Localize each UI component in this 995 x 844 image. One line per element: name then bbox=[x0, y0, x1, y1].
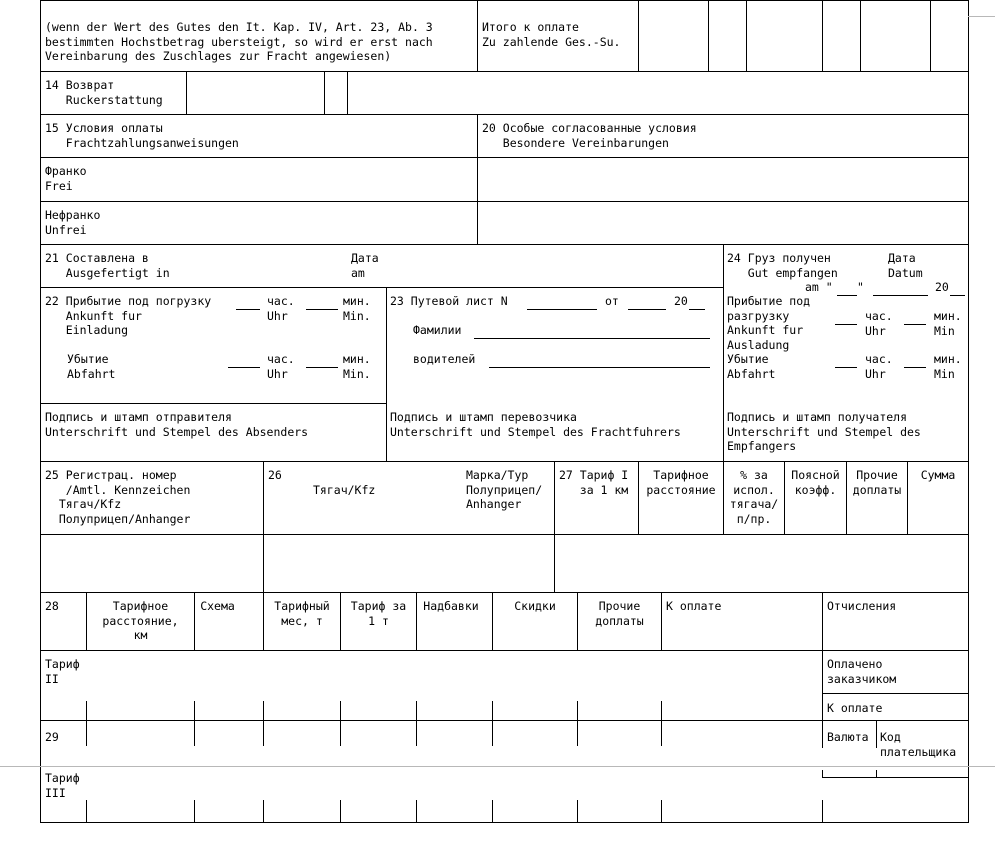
waybill-from: от bbox=[605, 294, 619, 308]
unloading-arrival-label: Прибытие под разгрузку Ankunft fur Ausladung bbox=[727, 294, 811, 352]
unloading-arrival-hour: час. Uhr bbox=[865, 309, 893, 338]
sum-label: Сумма bbox=[920, 468, 956, 482]
special-agreements-label: 20 Особые согласованные условия Besondere Vereinbarungen bbox=[482, 121, 697, 150]
tariff-2-label: Тариф II bbox=[45, 657, 80, 686]
tractor-label: Тягач/Kfz bbox=[313, 483, 376, 497]
received-am: am " bbox=[805, 280, 833, 294]
loading-departure-min: мин. Min. bbox=[343, 352, 371, 381]
section-28-number: 28 bbox=[45, 599, 59, 613]
payment-terms-label: 15 Условия оплаты Frachtzahlungsanweisungen bbox=[45, 121, 239, 150]
section-26-number: 26 bbox=[268, 468, 282, 482]
section-29-number: 29 bbox=[45, 730, 59, 744]
col-tariff-per-ton: Тариф за 1 т bbox=[350, 599, 407, 628]
received-date-label: Дата Datum bbox=[888, 251, 923, 280]
received-quote: " bbox=[857, 280, 864, 294]
loading-departure-label: Убытие Abfahrt bbox=[67, 352, 116, 381]
to-pay-2-label: К оплате bbox=[827, 701, 883, 715]
received-year: 20 bbox=[935, 280, 949, 294]
issued-in-label: 21 Составлена в Ausgefertigt in bbox=[45, 251, 170, 280]
value-limit-note: (wenn der Wert des Gutes den It. Kap. IV, Art. 23, Ab. 3 bestimmten Hochstbetrag ubersteigt, so wird er erst nach Vereinbarung des Zuschlages zur Fracht angewiesen) bbox=[45, 20, 433, 64]
loading-departure-hour: час. Uhr bbox=[267, 352, 295, 381]
waybill-year: 20 bbox=[674, 294, 688, 308]
loading-arrival-min: мин. Min. bbox=[343, 294, 371, 323]
col-surcharges: Надбавки bbox=[423, 599, 479, 613]
brand-type-label: Марка/Тур Полуприцеп/ Anhanger bbox=[466, 468, 543, 512]
col-scheme: Схема bbox=[200, 599, 235, 613]
issued-date-label: Дата am bbox=[351, 251, 379, 280]
carrier-signature-label: Подпись и штамп перевозчика Unterschrift und Stempel des Frachtfuhrers bbox=[390, 410, 681, 439]
unloading-arrival-min: мин. Min bbox=[934, 309, 962, 338]
loading-arrival-label: 22 Прибытие под погрузку Ankunft fur Einladung bbox=[45, 294, 212, 338]
driver-surnames-label: Фамилии bbox=[413, 323, 462, 337]
unloading-departure-min: мин. Min bbox=[934, 352, 962, 381]
paid-by-customer-label: Оплачено заказчиком bbox=[827, 657, 897, 686]
other-surcharges-label: Прочие доплаты bbox=[852, 468, 902, 497]
registration-label: 25 Регистрац. номер /Amtl. Kennzeichen Тягач/Kfz Полуприцеп/Anhanger bbox=[45, 468, 191, 526]
col-tariff-distance: Тарифное расстояние, км bbox=[102, 599, 179, 643]
total-due-label: Итого к оплате Zu zahlende Ges.-Su. bbox=[482, 20, 621, 49]
col-to-pay: К оплате bbox=[666, 599, 722, 613]
receiver-signature-label: Подпись и штамп получателя Unterschrift und Stempel des Empfangers bbox=[727, 410, 921, 454]
sender-signature-label: Подпись и штамп отправителя Unterschrift und Stempel des Absenders bbox=[45, 410, 309, 439]
franco-label: Франко Frei bbox=[45, 164, 87, 193]
nonfranco-label: Нефранко Unfrei bbox=[45, 208, 101, 237]
waybill-label: 23 Путевой лист N bbox=[390, 294, 508, 308]
col-other-surcharges: Прочие доплаты bbox=[595, 599, 644, 628]
loading-arrival-hour: час. Uhr bbox=[267, 294, 295, 323]
drivers-label: водителей bbox=[413, 352, 476, 366]
tariff-distance-label: Тарифное расстояние bbox=[646, 468, 716, 497]
currency-label: Валюта bbox=[827, 730, 869, 744]
col-tariff-weight: Тарифный мес, т bbox=[274, 599, 330, 628]
tractor-percent-label: % за испол. тягача/ п/пр. bbox=[729, 468, 779, 526]
deductions-label: Отчисления bbox=[827, 599, 897, 613]
unloading-departure-hour: час. Uhr bbox=[865, 352, 893, 381]
tariff-3-label: Тариф III bbox=[45, 771, 80, 800]
tariff-1-label: 27 Тариф I за 1 км bbox=[559, 468, 629, 497]
refund-label: 14 Возврат Ruckerstattung bbox=[45, 78, 163, 107]
goods-received-label: 24 Груз получен Gut empfangen bbox=[727, 251, 838, 280]
col-discounts: Скидки bbox=[514, 599, 556, 613]
payer-code-label: Код плательщика bbox=[880, 730, 957, 759]
zone-coeff-label: Поясной коэфф. bbox=[791, 468, 840, 497]
unloading-departure-label: Убытие Abfahrt bbox=[727, 352, 776, 381]
